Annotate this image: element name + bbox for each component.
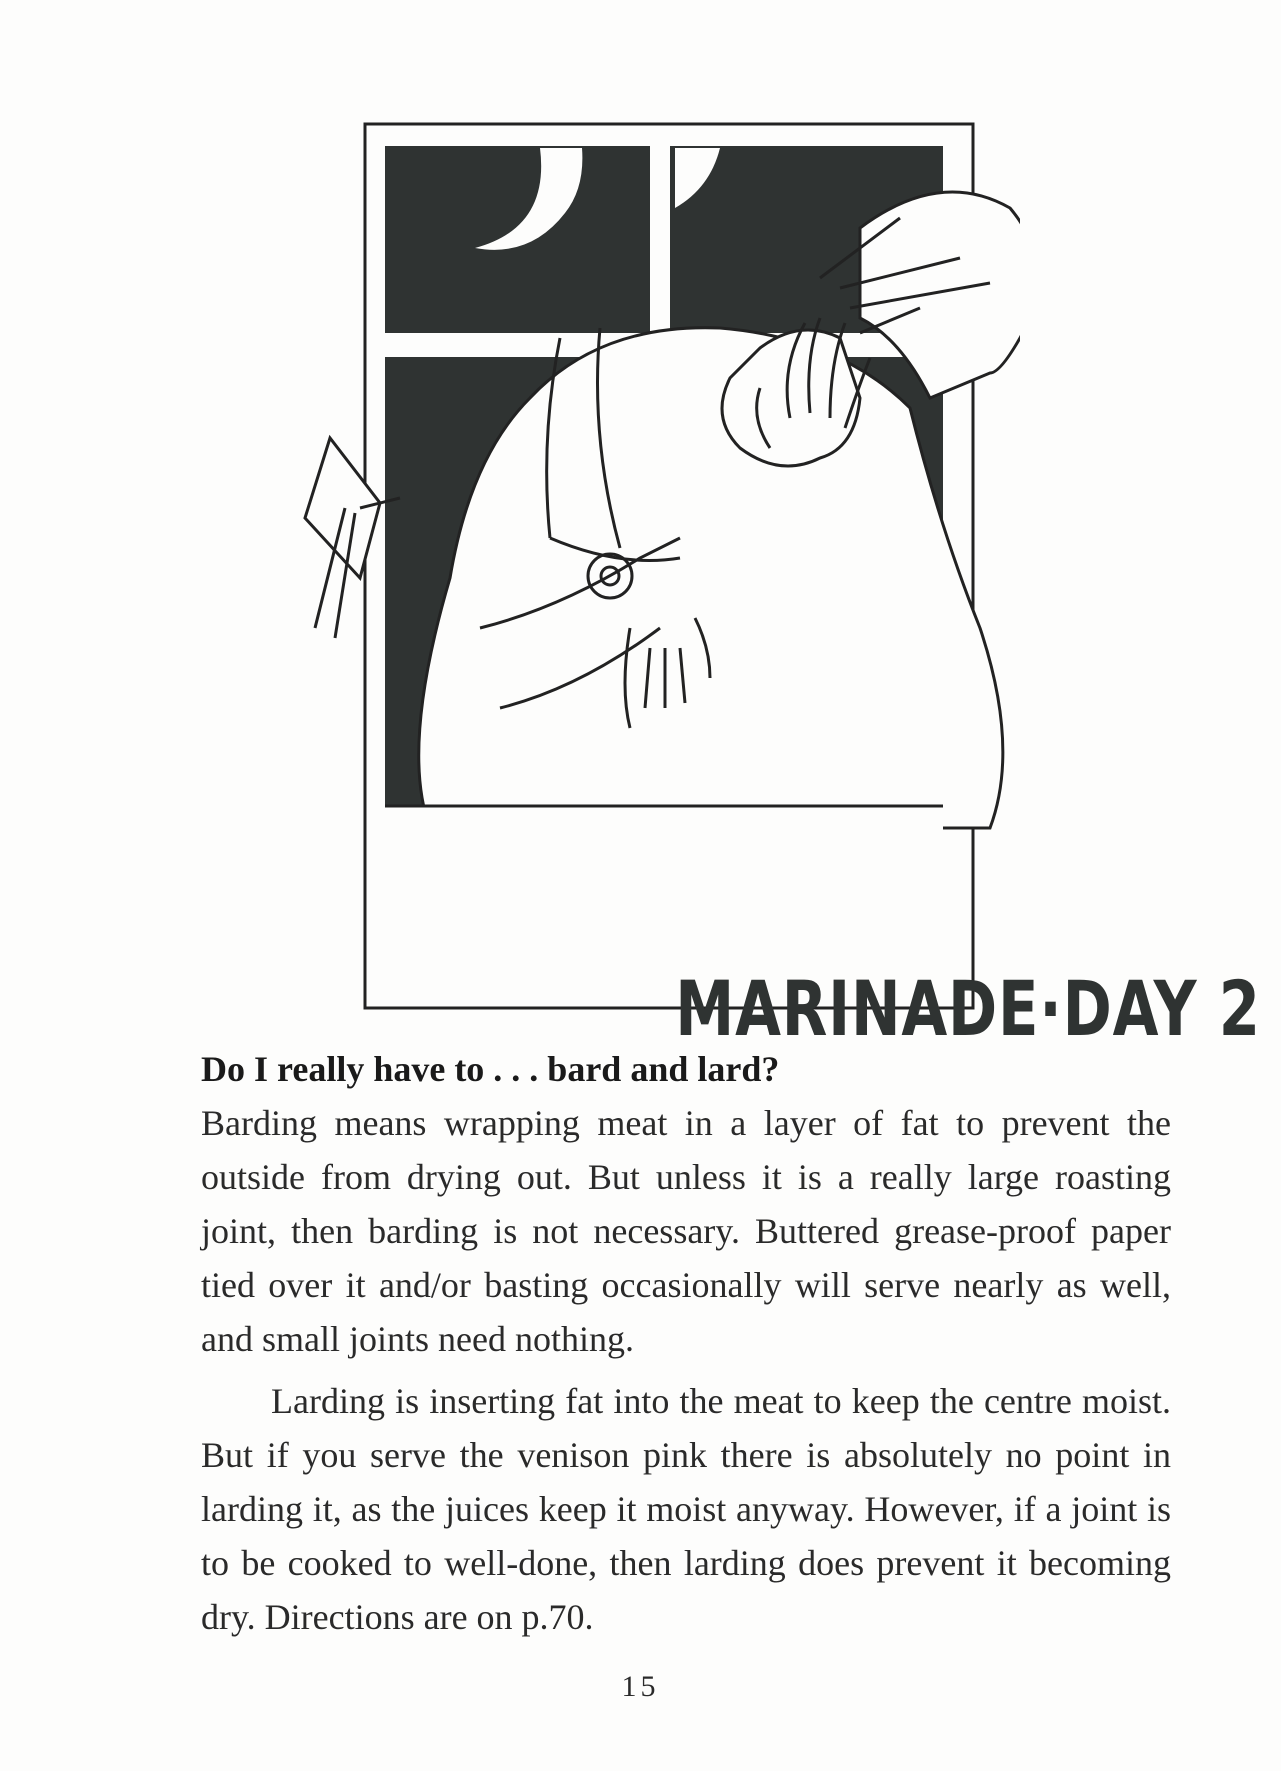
article-paragraph: Larding is inserting fat into the meat to keep the centre moist. But if you serve the venison pink there is absolutely no point in larding it, as the juices keep it moist anyway. However, if a joint is to be cooked to well-done, then larding does prevent it becoming dry. Directions are on p.70. — [201, 1381, 1171, 1637]
page-number: 15 — [621, 1670, 660, 1703]
illustration — [300, 108, 1261, 1053]
illustration-caption: MARINADE·DAY 2 — [675, 963, 1261, 1053]
article — [201, 1042, 1171, 1644]
article-heading: Do I really have to . . . bard and lard? — [201, 1049, 780, 1089]
article-paragraph: Barding means wrapping meat in a layer of fat to prevent the outside from drying out. But unless it is a really large roasting joint, then barding is not necessary. Buttered grease-proof paper tied over it and/or basting occasionally will serve nearly as well, and small joints need nothing. — [201, 1103, 1171, 1359]
man-at-window-illustration — [300, 108, 1020, 1018]
